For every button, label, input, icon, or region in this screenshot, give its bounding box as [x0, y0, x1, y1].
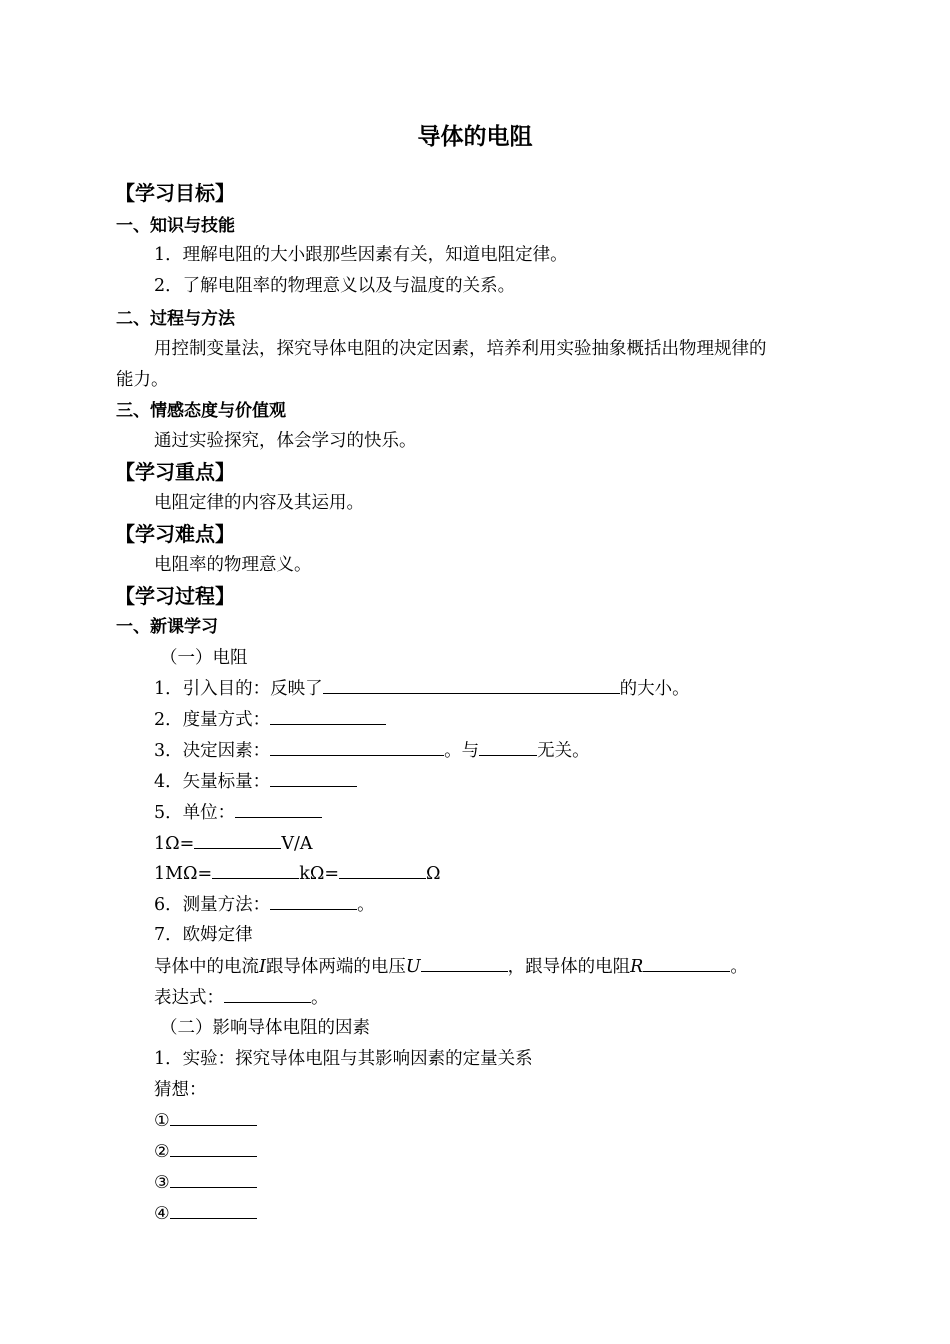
voltage-symbol: U [405, 957, 421, 977]
question-3-suffix: 无关。 [537, 741, 590, 761]
ohm-text: 导体中的电流 [154, 957, 259, 977]
answer-blank[interactable] [212, 861, 299, 879]
guess-item-2 [154, 1139, 257, 1164]
expression [154, 985, 329, 1010]
current-symbol: I [259, 957, 266, 977]
question-5 [154, 800, 322, 825]
question-4-label: 4．矢量标量： [154, 772, 271, 792]
answer-blank[interactable] [339, 861, 426, 879]
answer-blank[interactable] [643, 954, 730, 972]
answer-blank[interactable] [270, 707, 386, 725]
unit-megaohm [154, 861, 441, 886]
answer-blank[interactable] [224, 985, 311, 1003]
question-6-suffix: 。 [357, 895, 375, 915]
question-3 [154, 738, 590, 763]
ohm-text: ，跟导体的电阻 [507, 957, 631, 977]
resistance-symbol: R [630, 957, 644, 977]
unit-kiloohm-label: kΩ= [299, 864, 340, 884]
factors-heading: （二）影响导体电阻的因素 [160, 1018, 370, 1038]
question-3-label: 3．决定因素： [154, 741, 271, 761]
expression-suffix: 。 [311, 988, 329, 1008]
page-title: 导体的电阻 [417, 124, 533, 150]
difficult-heading: 【学习难点】 [115, 522, 235, 546]
new-lesson-heading: 一、新课学习 [116, 617, 218, 637]
answer-blank[interactable] [323, 676, 620, 694]
knowledge-item-1: 1．理解电阻的大小跟那些因素有关，知道电阻定律。 [154, 245, 568, 265]
knowledge-item-2: 2．了解电阻率的物理意义以及与温度的关系。 [154, 276, 516, 296]
ohm-text: 跟导体两端的电压 [265, 957, 406, 977]
process-heading: 二、过程与方法 [116, 309, 235, 329]
answer-blank[interactable] [194, 831, 281, 849]
ohm-law-statement [154, 954, 748, 979]
question-2 [154, 707, 386, 732]
answer-blank[interactable] [170, 1170, 257, 1188]
question-4 [154, 769, 357, 794]
question-2-label: 2．度量方式： [154, 710, 271, 730]
guess-item-4 [154, 1201, 257, 1226]
question-3-mid: 。与 [444, 741, 480, 761]
answer-blank[interactable] [235, 800, 322, 818]
key-text: 电阻定律的内容及其运用。 [154, 493, 364, 513]
question-1-suffix: 的大小。 [619, 679, 690, 699]
question-5-label: 5．单位： [154, 803, 236, 823]
process-text-2: 能力。 [116, 370, 169, 390]
unit-ohm-label: 1Ω= [154, 834, 195, 854]
answer-blank[interactable] [479, 738, 537, 756]
process-text-1: 用控制变量法，探究导体电阻的决定因素，培养利用实验抽象概括出物理规律的 [154, 339, 767, 359]
guess-item-1 [154, 1108, 257, 1133]
question-1 [154, 676, 690, 701]
answer-blank[interactable] [270, 769, 357, 787]
unit-ohm-symbol: Ω [426, 864, 441, 884]
question-6 [154, 892, 375, 917]
unit-megaohm-label: 1MΩ= [154, 864, 213, 884]
answer-blank[interactable] [170, 1108, 257, 1126]
unit-ohm [154, 831, 312, 856]
experiment-text: 1．实验：探究导体电阻与其影响因素的定量关系 [154, 1049, 533, 1069]
guess-marker: ① [154, 1111, 170, 1131]
resistance-heading: （一）电阻 [160, 648, 248, 668]
difficult-text: 电阻率的物理意义。 [154, 555, 312, 575]
answer-blank[interactable] [170, 1139, 257, 1157]
expression-label: 表达式： [154, 988, 224, 1008]
guess-marker: ② [154, 1142, 170, 1162]
key-heading: 【学习重点】 [115, 460, 235, 484]
emotion-text: 通过实验探究，体会学习的快乐。 [154, 431, 417, 451]
emotion-heading: 三、情感态度与价值观 [116, 401, 286, 421]
guess-marker: ③ [154, 1173, 170, 1193]
question-6-label: 6．测量方法： [154, 895, 271, 915]
answer-blank[interactable] [270, 892, 357, 910]
ohm-text: 。 [730, 957, 748, 977]
guess-label: 猜想： [154, 1080, 207, 1100]
question-1-label: 1．引入目的：反映了 [154, 679, 323, 699]
procedure-heading: 【学习过程】 [115, 584, 235, 608]
unit-ohm-suffix: V/A [281, 834, 313, 854]
knowledge-heading: 一、知识与技能 [116, 216, 235, 236]
guess-item-3 [154, 1170, 257, 1195]
question-7: 7．欧姆定律 [154, 925, 253, 945]
answer-blank[interactable] [170, 1201, 257, 1219]
goals-heading: 【学习目标】 [115, 181, 235, 205]
answer-blank[interactable] [421, 954, 508, 972]
guess-marker: ④ [154, 1204, 170, 1224]
answer-blank[interactable] [270, 738, 444, 756]
